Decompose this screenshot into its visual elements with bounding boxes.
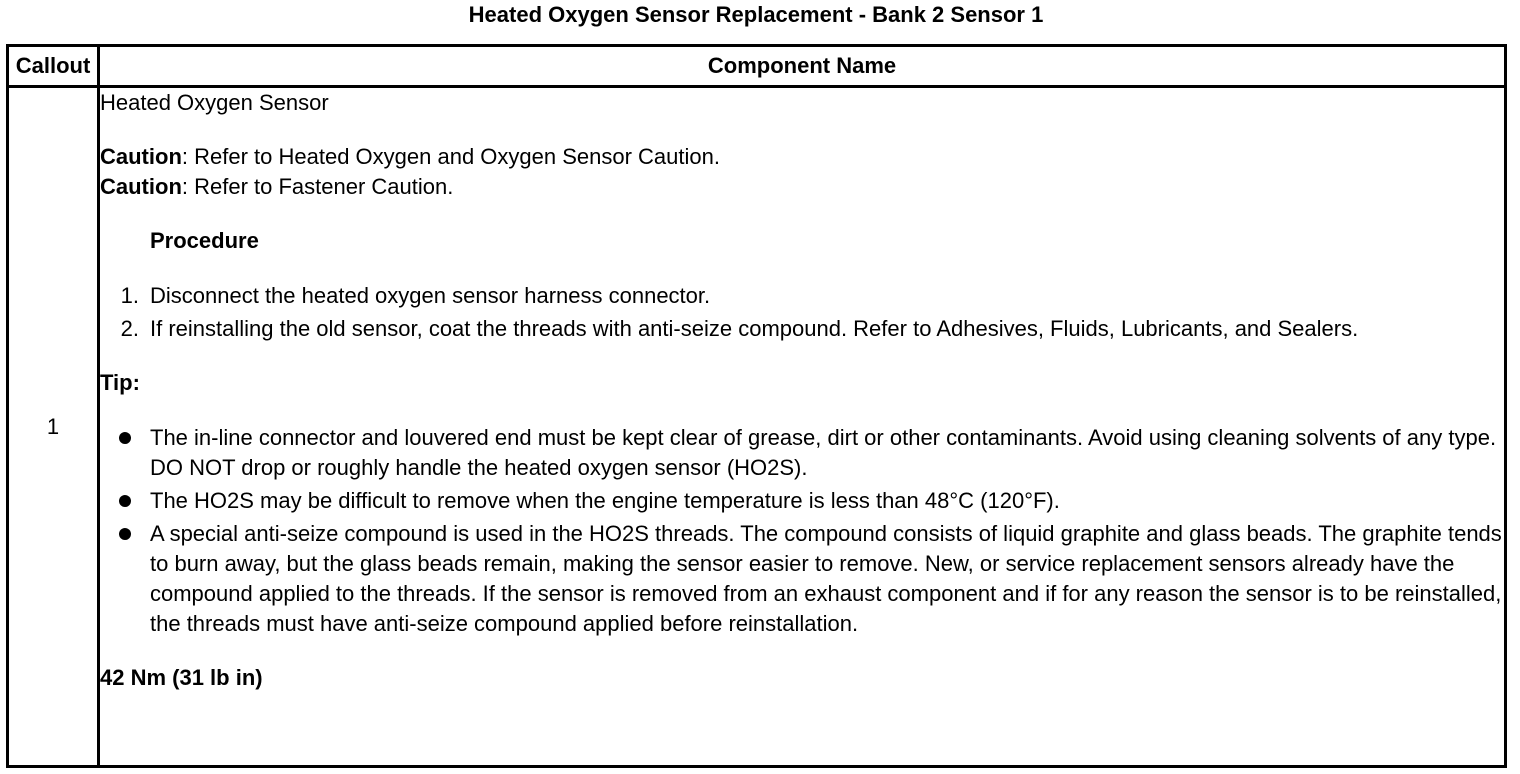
caution-label: Caution <box>100 174 182 199</box>
step-number: 2. <box>120 316 139 341</box>
component-name-column-header: Component Name <box>99 46 1506 87</box>
table-header-row <box>8 46 1506 87</box>
tip-heading: Tip: <box>100 370 140 395</box>
caution-line <box>100 142 1504 172</box>
page-title: Heated Oxygen Sensor Replacement - Bank 2 Sensor 1 <box>468 2 1044 27</box>
tip-text: The HO2S may be difficult to remove when the engine temperature is less than 48°C (120°F). <box>150 488 1060 513</box>
caution-label: Caution <box>100 144 182 169</box>
step-text: Disconnect the heated oxygen sensor harness connector. <box>150 283 711 308</box>
component-details <box>99 87 1506 767</box>
step-text: If reinstalling the old sensor, coat the threads with anti-seize compound. Refer to Adhesives, Fluids, Lubricants, and Sealers. <box>150 316 1359 341</box>
torque-spec: 42 Nm (31 lb in) <box>100 665 263 690</box>
bullet-icon <box>119 495 131 507</box>
component-table <box>6 44 1507 768</box>
tip-text: The in-line connector and louvered end must be kept clear of grease, dirt or other contaminants. Avoid using cleaning solvents of any type. DO NOT drop or roughly handle the heated oxygen sensor (HO2S). <box>150 425 1497 480</box>
list-item <box>100 486 1504 516</box>
procedure-steps <box>100 281 1504 344</box>
component-name: Heated Oxygen Sensor <box>100 90 329 115</box>
bullet-icon <box>119 528 131 540</box>
caution-line <box>100 172 1504 202</box>
caution-text: : Refer to Heated Oxygen and Oxygen Sensor Caution. <box>181 144 720 169</box>
bullet-icon <box>119 432 131 444</box>
tips-list <box>100 423 1504 639</box>
tip-text: A special anti-seize compound is used in the HO2S threads. The compound consists of liquid graphite and glass beads. The graphite tends to burn away, but the glass beads remain, making the sensor easier to remove. New, or service replacement sensors already have the compound applied to the threads. If the sensor is removed from an exhaust component and if for any reason the sensor is to be reinstalled, the threads must have anti-seize compound applied before reinstallation. <box>150 521 1502 636</box>
list-item <box>100 314 1504 344</box>
callout-column-header: Callout <box>8 46 99 87</box>
callout-number: 1 <box>8 87 99 767</box>
caution-text: : Refer to Fastener Caution. <box>181 174 454 199</box>
table-row <box>8 87 1506 767</box>
list-item <box>100 519 1504 639</box>
procedure-heading: Procedure <box>150 228 259 253</box>
list-item <box>100 423 1504 483</box>
step-number: 1. <box>120 283 139 308</box>
list-item <box>100 281 1504 311</box>
